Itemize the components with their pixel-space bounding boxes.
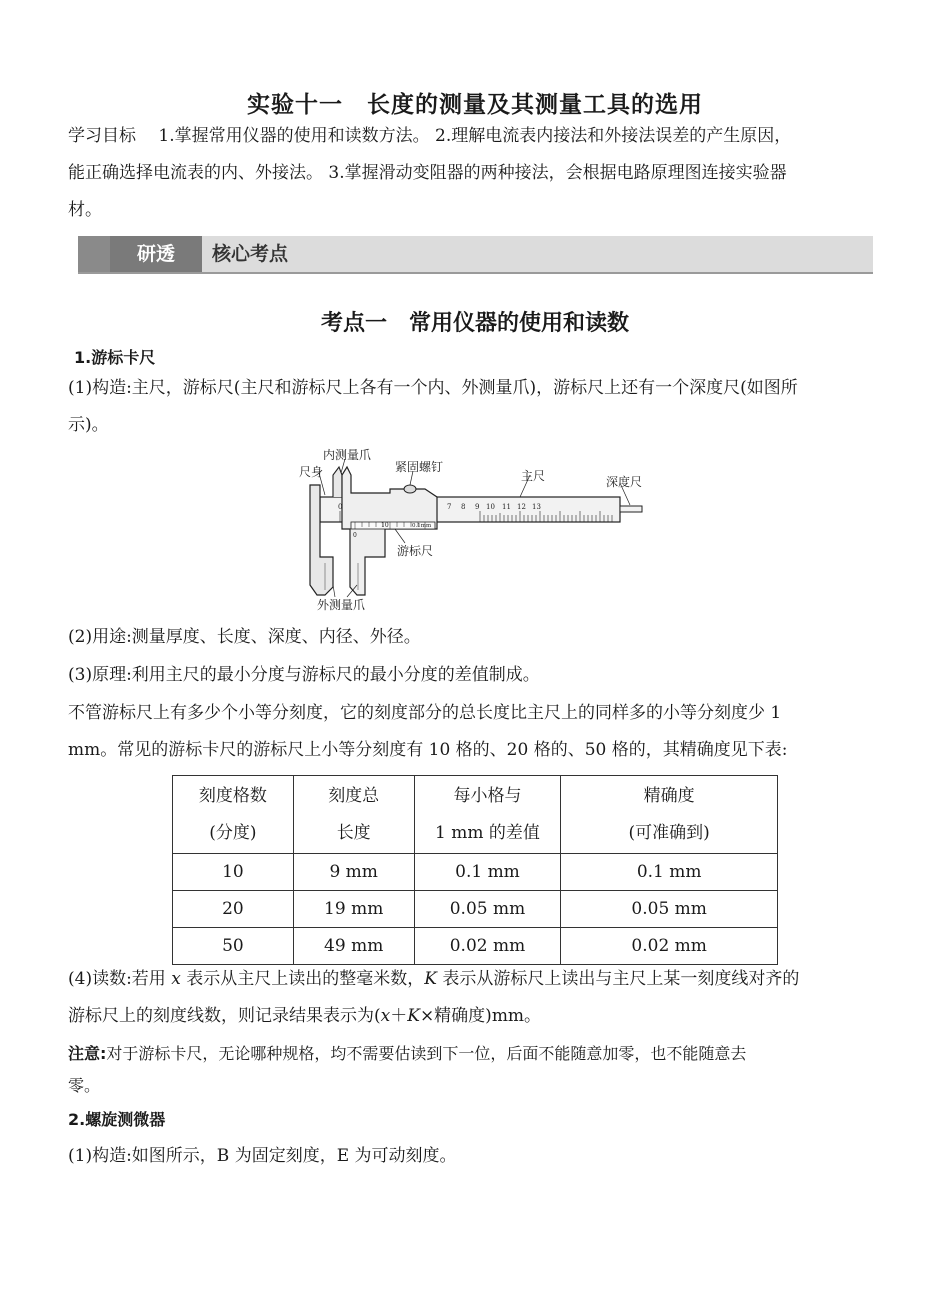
var-k: K <box>424 969 437 989</box>
note-line-1: 对于游标卡尺，无论哪种规格，均不需要估读到下一位，后面不能随意加零，也不能随意去 <box>106 1044 747 1063</box>
vernier-paragraph <box>68 695 883 769</box>
depth-rod <box>620 506 642 512</box>
label-outer-jaw: 外测量爪 <box>317 598 366 612</box>
banner-tag: 研透 <box>110 236 202 272</box>
table-cell: 49 mm <box>293 928 414 965</box>
var-x: x <box>171 969 181 989</box>
table-cell: 50 <box>173 928 294 965</box>
label-depth: 深度尺 <box>606 475 643 489</box>
table-header-cell: 每小格与 1 mm 的差值 <box>414 776 561 854</box>
table-cell: 0.05 mm <box>561 891 778 928</box>
structure-line-1: (1)构造:主尺，游标尺(主尺和游标尺上各有一个内、外测量爪)，游标尺上还有一个深度尺(如图所 <box>68 378 798 398</box>
objectives-line-2: 能正确选择电流表的内、外接法。 3.掌握滑动变阻器的两种接法，会根据电路原理图连接实验器 <box>68 163 787 183</box>
table-header-row <box>173 776 778 854</box>
structure-line-2: 示)。 <box>68 415 109 435</box>
fastening-screw <box>404 485 416 493</box>
learning-objectives <box>68 118 883 229</box>
label-main-scale: 主尺 <box>521 469 546 483</box>
vernier-usage: (2)用途:测量厚度、长度、深度、内径、外径。 <box>68 627 421 647</box>
table-header-cell: 刻度格数 (分度) <box>173 776 294 854</box>
paragraph-line-1: 不管游标尺上有多少个小等分刻度，它的刻度部分的总长度比主尺上的同样多的小等分刻度少 1 <box>68 703 782 723</box>
table-row <box>173 891 778 928</box>
table-cell: 0.02 mm <box>414 928 561 965</box>
vernier-principle: (3)原理:利用主尺的最小分度与游标尺的最小分度的差值制成。 <box>68 665 540 685</box>
page-title: 实验十一 长度的测量及其测量工具的选用 <box>247 91 703 118</box>
table-cell: 0.05 mm <box>414 891 561 928</box>
precision-table <box>172 775 778 965</box>
label-vernier: 游标尺 <box>397 544 434 558</box>
table-cell: 19 mm <box>293 891 414 928</box>
vernier-slider <box>342 467 437 595</box>
table-row <box>173 928 778 965</box>
table-cell: 0.02 mm <box>561 928 778 965</box>
banner-accent <box>78 236 110 272</box>
precision-mark: 0.1mm <box>412 523 432 529</box>
vernier-reading: (4)读数:若用 x 表示从主尺上读出的整毫米数，K 表示从游标尺上读出与主尺上某一刻度线对齐的 游标尺上的刻度线数，则记录结果表示为(x＋K×精确度)mm。 <box>68 969 800 1026</box>
micrometer-heading: 2.螺旋测微器 <box>68 1110 166 1129</box>
section-banner <box>78 236 873 274</box>
section-title: 考点一 常用仪器的使用和读数 <box>320 310 629 336</box>
table-header-cell: 精确度 (可准确到) <box>561 776 778 854</box>
note-line-2: 零。 <box>68 1076 101 1095</box>
table-cell: 0.1 mm <box>414 854 561 891</box>
label-inner-jaw: 内测量爪 <box>323 448 372 462</box>
tick-label: 7 <box>447 503 452 511</box>
vernier-caliper-figure <box>295 445 655 615</box>
micrometer-structure: (1)构造:如图所示，B 为固定刻度，E 为可动刻度。 <box>68 1146 457 1166</box>
label-screw: 紧固螺钉 <box>395 460 444 474</box>
tick-label: 0 <box>338 503 343 511</box>
table-row <box>173 854 778 891</box>
paragraph-line-2: mm。常见的游标卡尺的游标尺上小等分刻度有 10 格的、20 格的、50 格的，其精确度见下表: <box>68 740 788 760</box>
objectives-label: 学习目标 <box>68 126 136 146</box>
vernier-heading: 1.游标卡尺 <box>74 348 156 367</box>
table-cell: 0.1 mm <box>561 854 778 891</box>
tick-label: 13 <box>532 503 541 511</box>
vernier-structure <box>68 370 883 444</box>
tick-label: 12 <box>517 503 526 511</box>
objectives-line-1: 1.掌握常用仪器的使用和读数方法。 2.理解电流表内接法和外接法误差的产生原因， <box>158 126 792 146</box>
note-label: 注意: <box>68 1044 107 1063</box>
table-header-cell: 刻度总 长度 <box>293 776 414 854</box>
table-cell: 10 <box>173 854 294 891</box>
tick-label: 10 <box>486 503 495 511</box>
vernier-tick-label: 10 <box>381 522 389 529</box>
label-body: 尺身 <box>299 465 324 479</box>
tick-label: 9 <box>475 503 480 511</box>
table-cell: 20 <box>173 891 294 928</box>
vernier-note <box>68 1038 883 1102</box>
vernier-tick-label: 0 <box>353 532 357 539</box>
tick-label: 8 <box>461 503 466 511</box>
tick-label: 11 <box>502 503 511 511</box>
table-cell: 9 mm <box>293 854 414 891</box>
banner-text: 核心考点 <box>212 243 289 265</box>
inner-jaw-fixed <box>333 467 342 497</box>
objectives-line-3: 材。 <box>68 200 102 220</box>
